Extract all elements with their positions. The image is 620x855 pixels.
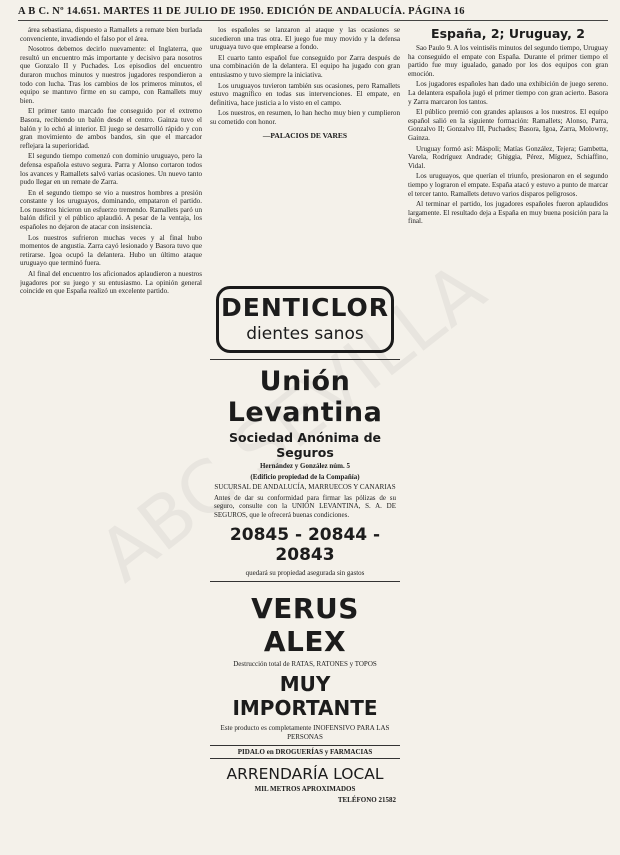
ad-denticlor-title: DENTICLOR: [221, 293, 389, 322]
paragraph: Al final del encuentro los aficionados aplaudieron a nuestros jugadores por su juego y su entusiasmo. La opinión general coincide en que España realizó un excelente partido.: [20, 270, 202, 296]
ad-arr-subtitle: MIL METROS APROXIMADOS: [254, 785, 356, 793]
ad-union-address: Hernández y González núm. 5: [259, 462, 351, 470]
ad-union-phones-note: quedará su propiedad asegurada sin gastos: [245, 569, 365, 577]
ad-verus-alex: [210, 592, 400, 760]
paragraph: los españoles se lanzaron al ataque y las ocasiones se sucedieron una tras otra. El juego fue muy movido y la defensa uruguaya tuvo que emplearse a fondo.: [210, 26, 400, 52]
paragraph: El segundo tiempo comenzó con dominio uruguayo, pero la defensa española estuvo segura. Parra y Alonso cortaron todos los avances y Ramallets salvó varias ocasiones. Un nuevo tanto pudo llegar en un remate de Zarra.: [20, 152, 202, 187]
paragraph: En el segundo tiempo se vio a nuestros hombres a presión constante y los uruguayos, dominando, empataron el partido. Los nuestros hicieron un esfuerzo tremendo. Ramallets paró un balón difícil y el público aplaudió. A pesar de la ventaja, los españoles no dejaron de atacar con insistencia.: [20, 188, 202, 232]
ad-denticlor: [216, 286, 394, 353]
ad-union-text: Antes de dar su conformidad para firmar las pólizas de su seguro, consulte con la UNIÓN LEVANTINA, S. A. DE SEGUROS, que le ofrecerá buenas condiciones.: [214, 493, 396, 519]
ad-arr-title: ARRENDARÍA LOCAL: [226, 765, 384, 783]
paragraph: Nosotros debemos decirlo nuevamente: el Inglaterra, que resultó un encuentro más importante y decisivo para nosotros que Gonzalo II y Puchades. Los episodios del encuentro duraron muchos minutos y nuestros jugadores respondieron a todo con lucha. Tras los cambios de los primeros minutos, el equipo se mantuvo firme en su campo, con Ramallets muy bien.: [20, 45, 202, 105]
ad-verus-important: MUY IMPORTANTE: [232, 672, 378, 720]
ad-union-phones: 20845 - 20844 - 20843: [229, 525, 381, 565]
column-right-text: [408, 44, 608, 226]
ad-union-branch: SUCURSAL DE ANDALUCÍA, MARRUECOS Y CANARIAS: [214, 483, 396, 491]
paragraph: Sao Paulo 9. A los veintiséis minutos del segundo tiempo, Uruguay ha conseguido el empate con España. Durante el primer tiempo el partido fue muy igualado, ganado por los dos equipos con gran emoción.: [408, 44, 608, 78]
column-middle: [210, 26, 400, 276]
paragraph: Los uruguayos, que querían el triunfo, presionaron en el segundo tiempo y lograron el empate. España atacó y estuvo a punto de marcar el tercer tanto. Ramallets detuvo varios disparos peligrosos.: [408, 172, 608, 198]
paragraph: El primer tanto marcado fue conseguido por el extremo Basora, recibiendo un balón desde el centro. Gainza tuvo el balón y lo echó al interior. El juego se desarrolló rápido y con gran movimiento de ambos bandos, sin que el marcador reflejara la superioridad.: [20, 107, 202, 150]
ad-verus-where: PIDALO en DROGUERÍAS y FARMACIAS: [210, 745, 400, 759]
paragraph: El público premió con grandes aplausos a los nuestros. El equipo español salió en la siguiente formación: Ramallets; Alonso, Parra, Gonzalvo II; Gonzalvo III, Puchades; Basora, Igoa, Zarra, Molowny, Gainza.: [408, 108, 608, 142]
author-signature: —PALACIOS DE VARES: [262, 130, 348, 140]
paragraph: área sebastiana, dispuesto a Ramallets a remate bien burlada convenciente, invadiendo el falso por el área.: [20, 26, 202, 43]
ad-verus-safety: Este producto es completamente INOFENSIVO PARA LAS PERSONAS: [220, 724, 390, 741]
ad-union-levantina: [210, 366, 400, 578]
paragraph: Uruguay formó así: Máspoli; Matías González, Tejera; Gambetta, Varela, Rodríguez Andrade; Ghiggia, Pérez, Míguez, Schiaffino, Vidal.: [408, 144, 608, 170]
advertisements: [210, 278, 400, 852]
ad-union-property: (Edificio propiedad de la Compañía): [250, 472, 360, 481]
paragraph: Al terminar el partido, los jugadores españoles fueron aplaudidos largamente. El resultado deja a España en muy buena posición para la final.: [408, 200, 608, 226]
divider: [210, 359, 400, 360]
column-left: [20, 26, 202, 850]
article-heading: España, 2; Uruguay, 2: [431, 26, 585, 41]
page-header: A B C. Nº 14.651. MARTES 11 DE JULIO DE 1950. EDICIÓN DE ANDALUCÍA. PÁGINA 16: [18, 6, 608, 21]
ad-arr-phone: TELÉFONO 21582: [337, 795, 396, 804]
ad-union-title: Unión Levantina: [227, 366, 383, 428]
ad-denticlor-subtitle: dientes sanos: [246, 324, 364, 344]
paragraph: Los nuestros, en resumen, lo han hecho muy bien y cumplieron su cometido con honor.: [210, 109, 400, 126]
ad-verus-desc: Destrucción total de RATAS, RATONES y TOPOS: [233, 659, 377, 668]
paragraph: Los nuestros sufrieron muchas veces y al final hubo momentos de angustia. Zarra cayó lesionado y Basora tuvo que retirarse. Igoa ocupó la delantera. Hubo un último ataque uruguayo que terminó fuera.: [20, 233, 202, 268]
paragraph: Los jugadores españoles han dado una exhibición de juego sereno. La delantera española jugó el primer tiempo con gran acierto. Basora y Zarra marcaron los tantos.: [408, 80, 608, 106]
ad-arrendaria: [210, 765, 400, 804]
divider: [210, 581, 400, 582]
paragraph: El cuarto tanto español fue conseguido por Zarra después de una combinación de la delantera. El equipo ha jugado con gran entusiasmo y tuvo siempre la iniciativa.: [210, 53, 400, 79]
column-right: [408, 26, 608, 850]
paragraph: Los uruguayos tuvieron también sus ocasiones, pero Ramallets estuvo magnífico en todas sus intervenciones. El empate, en definitiva, hace justicia a lo visto en el campo.: [210, 81, 400, 107]
column-middle-text: [210, 26, 400, 127]
ad-union-subtitle: Sociedad Anónima de Seguros: [228, 430, 382, 460]
ad-verus-title: VERUS ALEX: [251, 591, 359, 658]
